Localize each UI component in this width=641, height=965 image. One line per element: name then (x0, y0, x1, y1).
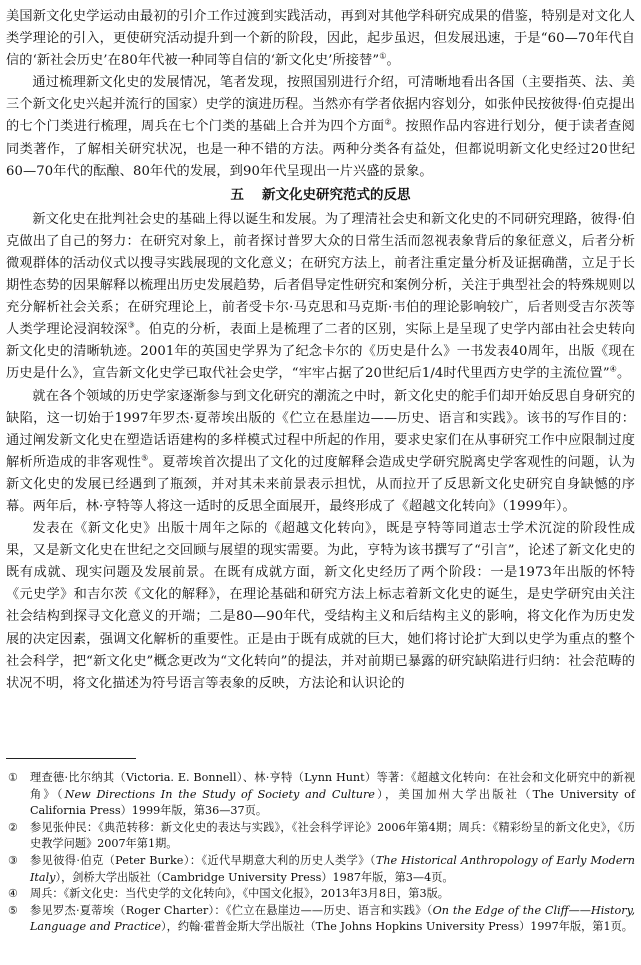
footnote-1 (6, 770, 635, 820)
paragraph-5 (6, 518, 635, 695)
paragraph-text: 通过梳理新文化史的发展情况，笔者发现，按照国别进行介绍，可清晰地看出各国（主要指英、法、美三个新文化史兴起并流行的国家）史学的演进历程。当然亦有学者依据内容划分，如张仲民按彼得·伯克提出的七个门类进行梳理，周兵在七个门类的基础上合并为四个方面 (6, 75, 635, 135)
footnote-2 (6, 820, 635, 853)
paragraph-text: 。按照作品内容进行划分，便于读者查阅同类著作，了解相关研究状况，也是一种不错的方法。两种分类各有益处，但都说明新文化史经过20世纪60—70年代的酝酿、80年代的发展，到90年代呈现出一片兴盛的景象。 (6, 119, 635, 179)
body-text (6, 6, 635, 695)
footnote-ref-1[interactable]: ① (379, 51, 387, 61)
paragraph-text: 。夏蒂埃首次提出了文化的过度解释会造成史学研究脱离史学客观性的问题，认为新文化史的发展已经遇到了瓶颈，并对其未来前景表示担忧，从而拉开了反思新文化史研究自身缺憾的序幕。两年后，林·亨特等人将这一适时的反思全面展开，最终形成了《超越文化转向》（1999年）。 (6, 454, 635, 514)
footnote-mark: ① (8, 771, 19, 784)
footnote-divider (6, 758, 136, 759)
footnotes (6, 770, 635, 936)
paragraph-3 (6, 209, 635, 386)
footnote-4 (6, 886, 635, 903)
section-number: 五 (230, 186, 244, 203)
paragraph-4 (6, 386, 635, 519)
footnote-mark: ③ (8, 853, 19, 867)
paragraph-text: 。 (616, 366, 631, 382)
footnote-ref-4[interactable]: ④ (609, 365, 617, 375)
footnote-text: 参见张仲民：《典范转移：新文化史的表达与实践》，《社会科学评论》2006年第4期；周兵：《精彩纷呈的新文化史》，《历史教学问题》2007年第1期。 (30, 820, 635, 851)
footnote-5 (6, 903, 635, 936)
footnote-3 (6, 853, 635, 886)
footnote-mark: ② (8, 820, 19, 834)
section-heading (6, 183, 635, 207)
footnote-ref-5[interactable]: ⑤ (141, 453, 149, 463)
footnote-ref-2[interactable]: ② (384, 118, 392, 128)
footnote-text: 参见罗杰·夏蒂埃（Roger Charter）：《伫立在悬崖边——历史、语言和实践》（On the Edge of the Cliff——History, Language and Practice），约翰·霍普金斯大学出版社（The Johns Hopkins University Press）1997年版，第1页。 (30, 903, 635, 934)
paragraph-text: 美国新文化史学运动由最初的引介工作过渡到实践活动，再到对其他学科研究成果的借鉴，特别是对文化人类学理论的引入，更使研究活动提升到一个新的阶段，因此，起步虽迟，但发展迅速，于是“60—70年代自信的‘新社会历史’在80年代被一种同等自信的‘新文化史’所接替” (6, 9, 635, 69)
section-title: 新文化史研究范式的反思 (262, 186, 411, 203)
paragraph-text: 。伯克的分析，表面上是梳理了二者的区别，实际上是呈现了史学内部由社会史转向新文化史的清晰轨迹。2001年的英国史学界为了纪念卡尔的《历史是什么》一书发表40周年，出版《现在历史是什么》，宣告新文化史学已取代社会史学，“牢牢占据了20世纪后1/4时代里西方史学的主流位置” (6, 322, 635, 382)
paragraph-text: 发表在《新文化史》出版十周年之际的《超越文化转向》，既是亨特等同道志士学术沉淀的阶段性成果，又是新文化史在世纪之交回顾与展望的现实需要。为此，亨特为该书撰写了“引言”，论述了新文化史的既有成就、现实问题及发展前景。在既有成就方面，新文化史经历了两个阶段：一是1973年出版的怀特《元史学》和吉尔茨《文化的解释》，在理论基础和研究方法上标志着新文化史的诞生，是史学研究由关注社会结构到探寻文化意义的开端；二是80—90年代，受结构主义和后结构主义的影响，将文化作为历史发展的决定因素，强调文化解析的重要性。正是由于既有成就的巨大，她们将讨论扩大到以史学为重点的整个社会科学，把“新文化史”概念更改为“文化转向”的提法，并对前期已暴露的研究缺陷进行归纳：社会范畴的状况不明，将文化描述为符号语言等表象的反映，方法论和认识论的 (6, 521, 635, 691)
footnote-ref-3[interactable]: ③ (127, 320, 136, 330)
footnote-mark: ④ (8, 887, 19, 901)
footnote-text: 理查德·比尔纳其（Victoria. E. Bonnell）、林·亨特（Lynn Hunt）等著：《超越文化转向：在社会和文化研究中的新视角》（New Directions In the Study of Society and Culture），美国加州大学出版社（The University of California Press）1999年版，第36—37页。 (30, 771, 635, 818)
paragraph-text: 新文化史在批判社会史的基础上得以诞生和发展。为了理清社会史和新文化史的不同研究理路，彼得·伯克做出了自己的努力：在研究对象上，前者探讨普罗大众的日常生活而忽视表象背后的象征意义，后者分析微观群体的活动仪式以搜寻实践展现的文化意义；在研究方法上，前者注重定量分析及证据确凿，立足于长期性态势的因果解释以梳理出历史发展趋势，后者倡导定性研究和案例分析，关注于典型社会的特殊规则以充分解析社会关系；在研究理论上，前者受卡尔·马克思和马克斯·韦伯的理论影响较广，后者则受吉尔茨等人类学理论浸润较深 (6, 211, 635, 338)
paragraph-text: 就在各个领域的历史学家逐渐参与到文化研究的潮流之中时，新文化史的舵手们却开始反思自身研究的缺陷，这一切始于1997年罗杰·夏蒂埃出版的《伫立在悬崖边——历史、语言和实践》。该书的写作目的：通过阐发新文化史在塑造话语建构的多样模式过程中所起的作用，要求史家们在从事研究工作中应限制过度解析所造成的非客观性 (6, 388, 635, 470)
paragraph-2 (6, 72, 635, 182)
paragraph-1: 美国新文化史学运动由最初的引介工作过渡到实践活动，再到对其他学科研究成果的借鉴，特别是对文化人类学理论的引入，更使研究活动提升到一个新的阶段，因此，起步虽迟，但发展迅速，于是“60—70年代自信的‘新社会历史’在80年代被一种同等自信的‘新文化史’所接替”①。 (6, 9, 635, 69)
footnote-text: 参见彼得·伯克（Peter Burke）：《近代早期意大利的历史人类学》（The Historical Anthropology of Early Modern Italy），剑桥大学出版社（Cambridge University Press）1987年版，第3—4页。 (30, 853, 635, 884)
footnote-text: 周兵：《新文化史：当代史学的文化转向》，《中国文化报》，2013年3月8日，第3版。 (30, 887, 449, 901)
footnote-mark: ⑤ (8, 903, 19, 917)
